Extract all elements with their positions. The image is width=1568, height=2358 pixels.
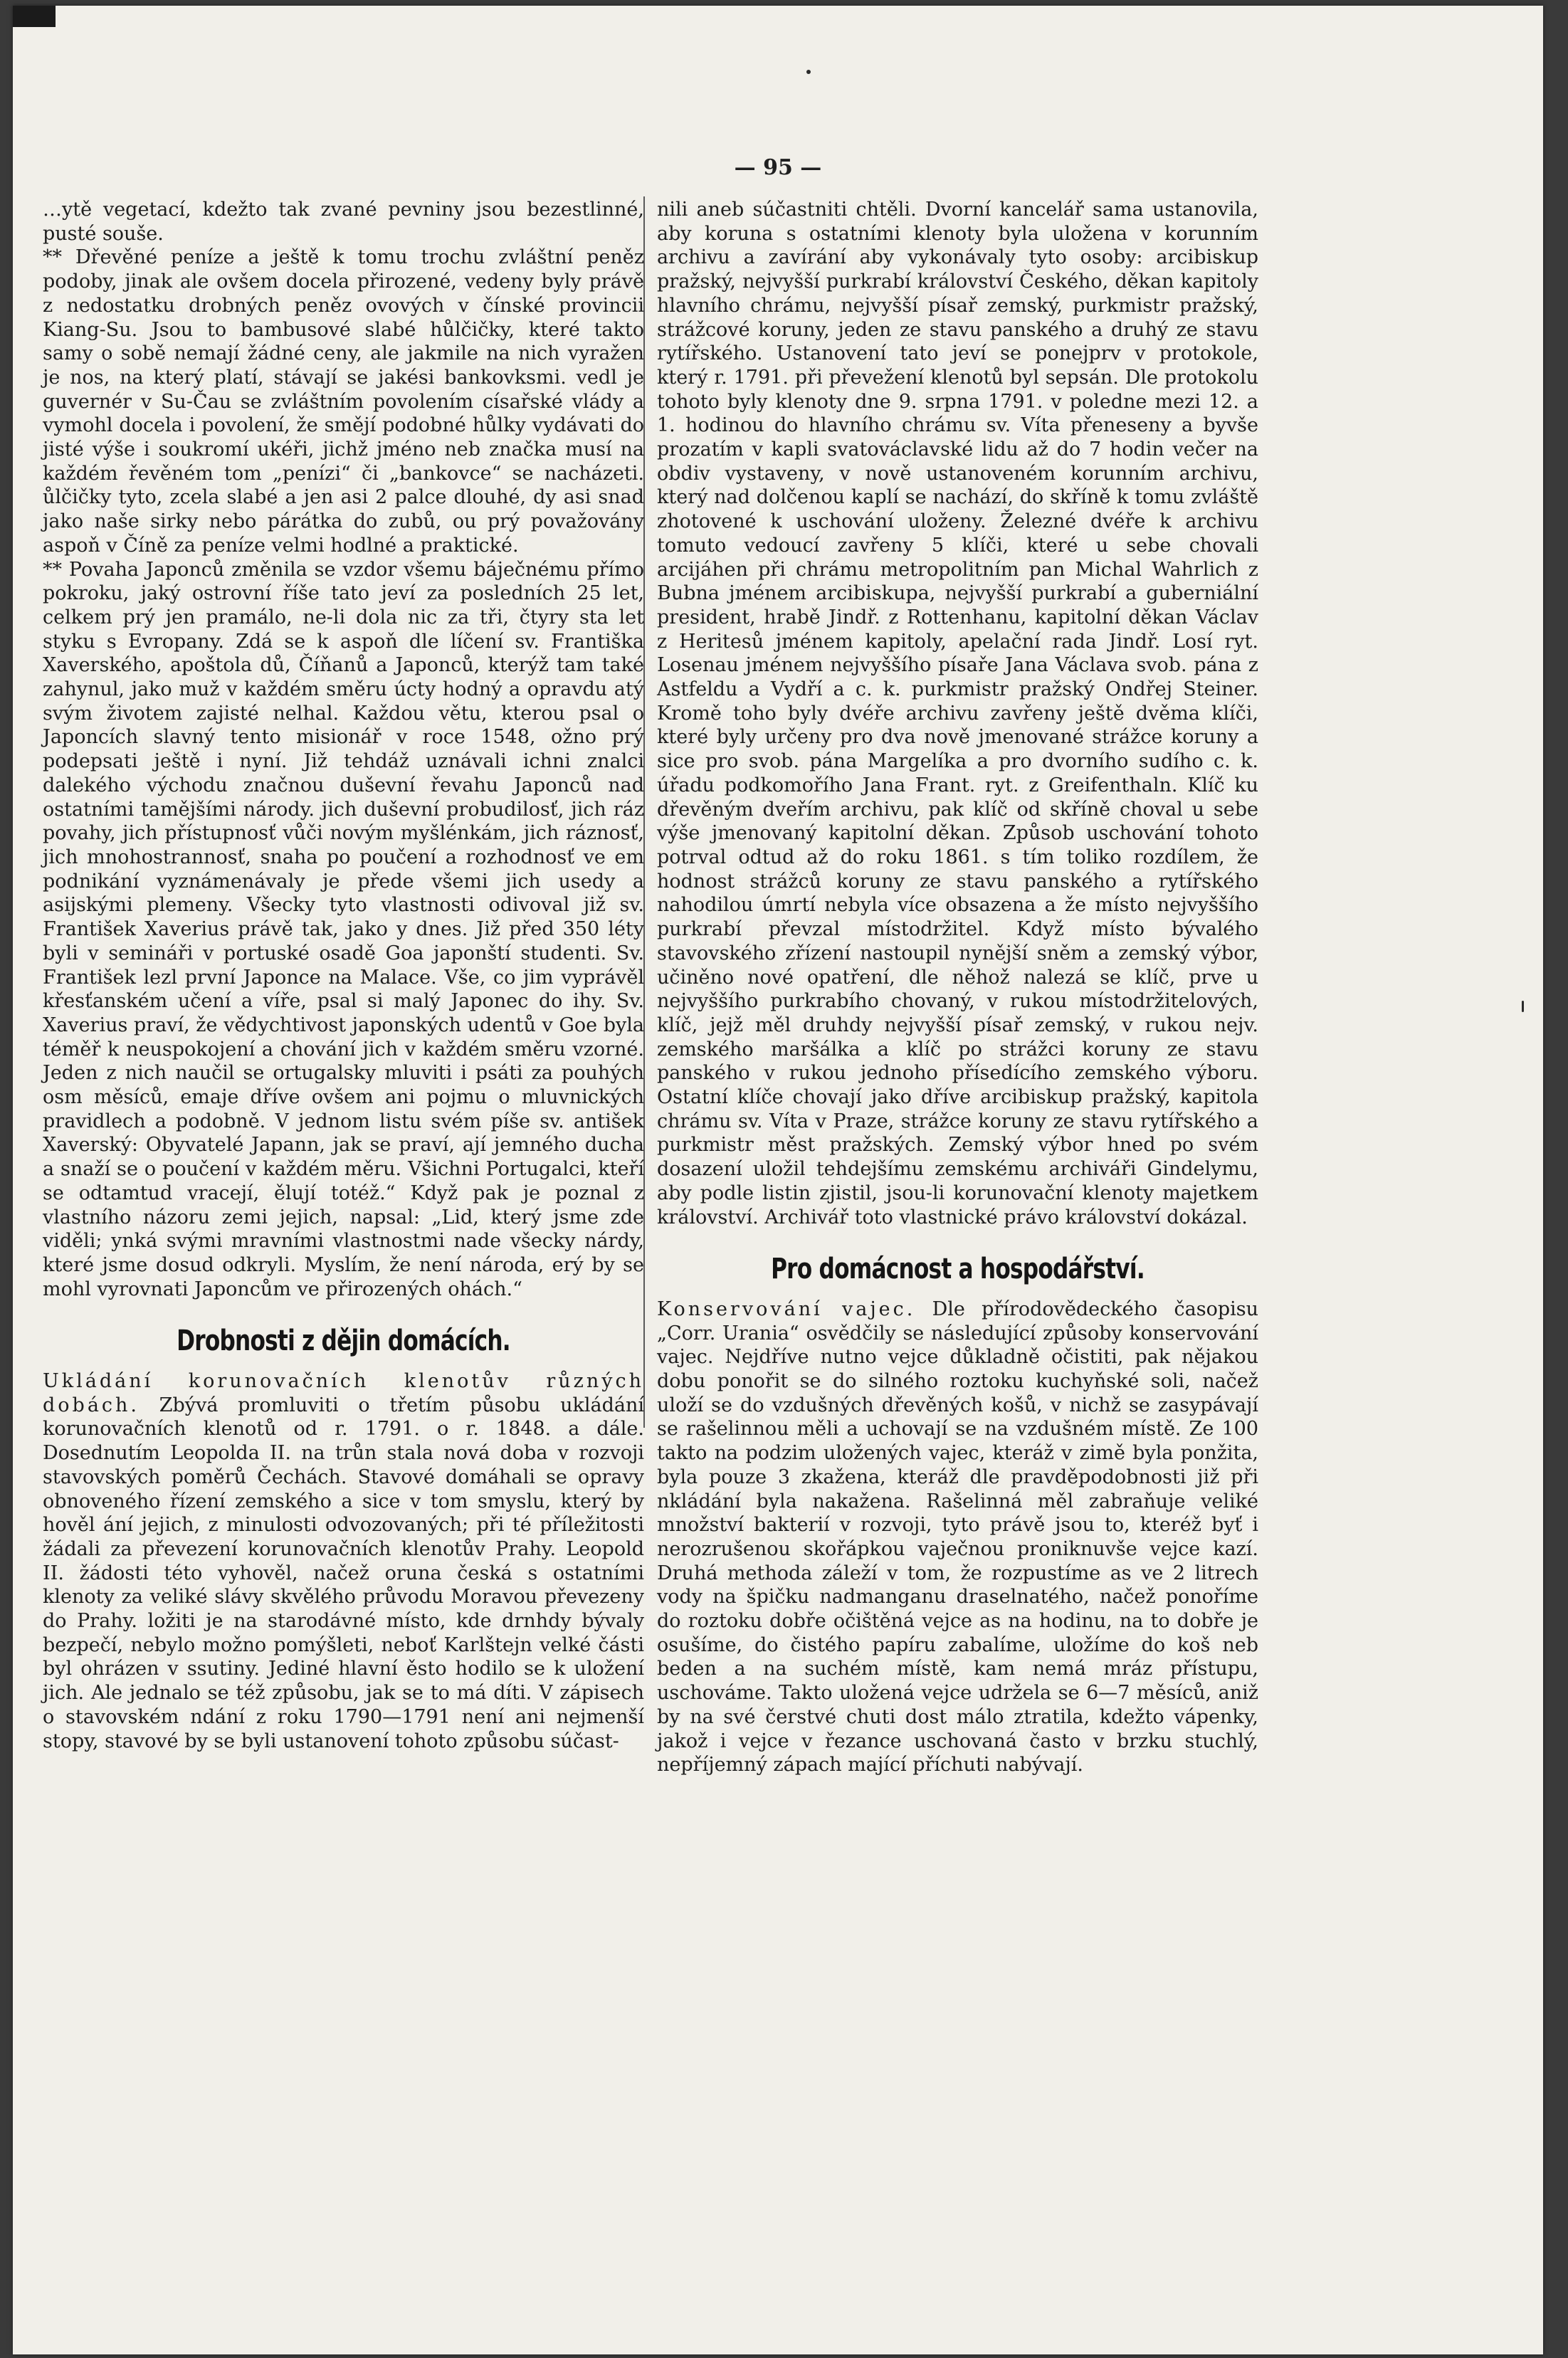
- left-paragraph-1: …ytě vegetací, kdežto tak zvané pevniny jsou bezestlinné, pusté souše.: [43, 199, 644, 245]
- section-heading-history: Drobnosti z dějin domácích.: [177, 1325, 510, 1358]
- article-body-eggs: Dle přírodovědeckého časopisu „Corr. Urania“ osvědčily se následující způsoby konservování vajec. Nejdříve nutno vejce důkladně očistiti, pak nějakou dobu ponořit se do silného roztoku kuchyňské soli, načež uloží se do vzdušných dřevěných košů, v nichž se zasypávají se rašelinnou měli a uchovají se na vzdušném místě. Ze 100 takto na podzim uložených vajec, kteráž v zimě byla ponžita, byla pouze 3 zkažena, kteráž dle pravděpodobnosti již při nkládání byla nakažena. Rašelinná měl zabraňuje veliké množství bakterií v rozvoji, tyto právě jsou to, kteréž byť i nerozrušenou skořápkou vaječnou proniknuvše vejce kazí. Druhá methoda záleží v tom, že rozpustíme as ve 2 litrech vody na špičku nadmanganu draselnatého, načež ponoříme do roztoku dobře očištěná vejce as na hodinu, na to dobře je osušíme, do čistého papíru zabalíme, uložíme do koš neb beden a na suchém místě, kam nemá mráz přístupu, uschováme. Takto uložená vejce udržela se 6—7 měsíců, aniž by na své čerstvé chuti dost málo ztratila, kdežto vápenky, jakož i vejce v řezance uschovaná často v brzku stuchlý, nepříjemný zápach mající příchuti nabývají.: [657, 1298, 1258, 1777]
- right-paragraph-1: nili aneb súčastniti chtěli. Dvorní kancelář sama ustanovila, aby koruna s ostatními klenoty byla uložena v korunním archivu a zavírání aby vykonávaly tyto osoby: arcibiskup pražský, nejvyšší purkrabí království Českého, děkan kapitoly hlavního chrámu, nejvyšší písař zemský, purkmistr pražský, strážcové koruny, jeden ze stavu panského a druhý ze stavu rytířského. Ustanovení tato jeví se ponejprv v protokole, který r. 1791. při převežení klenotů byl sepsán. Dle protokolu tohoto byly klenoty dne 9. srpna 1791. v poledne mezi 12. a 1. hodinou do hlavního chrámu sv. Víta přeneseny a byvše prozatím v kapli svatováclavské lidu až do 7 hodin večer na obdiv vystaveny, v nově ustanoveném korunním archivu, který nad dolčenou kaplí se nachází, do skříně k tomu zvláště zhotovené k uschování uloženy. Železné dvéře k archivu tomuto vedoucí zavřeny 5 klíči, které u sebe chovali arcijáhen při chrámu metropolitním pan Michal Wahrlich z Bubna jménem arcibiskupa, nejvyšší purkrabí a guberniální president, hrabě Jindř. z Rottenhanu, kapitolní děkan Václav z Heritesů jménem kapitoly, apelační rada Jindř. Losí ryt. Losenau jménem nejvyššího písaře Jana Václava svob. pána z Astfeldu a Vydří a c. k. purkmistr pražský Ondřej Steiner. Kromě toho byly dvéře archivu zavřeny ještě dvěma klíči, které byly určeny pro dva nově jmenované strážce koruny a sice pro svob. pána Margelíka a pro dvorního sudího c. k. úřadu podkomořího Jana Frant. ryt. z Greifenthaln. Klíč ku dřevěným dveřím archivu, pak klíč od skříně choval u sebe výše jmenovaný kapitolní děkan. Způsob uschování tohoto potrval odtud až do roku 1861. s tím toliko rozdílem, že hodnost strážců koruny ze stavu panského a rytířského nahodilou úmrtí nebyla více obsazena a že místo nejvyššího purkrabí převzal místodržitel. Když místo bývalého stavovského zřízení nastoupil nynější sněm a zemský výbor, učiněno nové opatření, dle něhož nalezá se klíč, prve u nejvyššího purkrabího chovaný, v rukou místodržitelových, klíč, jejž měl druhdy nejvyšší písař zemský, v rukou nejv. zemského maršálka a klíč po strážci koruny ze stavu panského v rukou jednoho přísedícího zemského výboru. Ostatní klíče chovají jako dříve arcibiskup pražský, kapitola chrámu sv. Víta v Praze, strážce koruny ze stavu rytířského a purkmistr měst pražských. Zemský výbor hned po svém dosazení uložil tehdejšímu zemskému archiváři Gindelymu, aby podle listin zjistil, jsou-li korunovační klenoty majetkem království. Archivář toto vlastnické právo království dokázal.: [657, 199, 1258, 1228]
- scan-edge-shadow: [13, 6, 56, 27]
- section-heading-household: Pro domácnost a hospodářství.: [771, 1253, 1145, 1286]
- page-number: — 95 —: [734, 155, 822, 180]
- left-column: [43, 198, 644, 1753]
- article-lead-eggs: Konservování vajec.: [657, 1298, 916, 1320]
- newspaper-page: [13, 6, 1543, 2354]
- ink-speck: [806, 70, 811, 74]
- article-lead-crown-jewels: Ukládání korunovačních klenotův různých dobách.: [43, 1370, 644, 1416]
- right-column: [657, 198, 1258, 1777]
- left-paragraph-3: ** Povaha Japonců změnila se vzdor všemu báječnému přímo pokroku, jaký ostrovní říše tato jeví za posledních 25 let, celkem prý jen pramálo, ne-li dola nic za tři, čtyry sta let styku s Evropany. Zdá se k aspoň dle líčení sv. Františka Xaverského, apoštola dů, Číňanů a Japonců, kterýž tam také zahynul, jako muž v každém směru úcty hodný a opravdu atý svým životem zajisté nelhal. Každou větu, kterou psal o Japoncích slavný tento misionář v roce 1548, ožno prý podepsati ještě i nyní. Již tehdáž uznávali ichni znalci dalekého východu značnou duševní řevahu Japonců nad ostatními tamějšími národy. jich duševní probudilosť, jich ráz povahy, jich přístupnosť vůči novým myšlénkám, jich ráznosť, jich mnohostrannosť, snaha po poučení a rozhodnosť ve em podnikání vyznámenávaly je přede všemi jich usedy a asijskými plemeny. Všecky tyto vlastnosti odivoval již sv. František Xaverius právě tak, jako y dnes. Již před 350 léty byli v semináři v portuské osadě Goa japonští studenti. Sv. František lezl první Japonce na Malace. Vše, co jim vyprávěl křesťanském učení a víře, psal si malý Japonec do ihy. Sv. Xaverius praví, že vědychtivost japonských udentů v Goe byla téměř k neuspokojení a chování jich v každém směru vzorné. Jeden z nich naučil se ortugalsky mluviti i psáti za pouhých osm měsíců, emaje dříve ovšem ani pojmu o mluvnických pravidlech a podobně. V jednom listu svém píše sv. antišek Xaverský: Obyvatelé Japann, jak se praví, ají jemného ducha a snaží se o poučení v každém měru. Všichni Portugalci, kteří se odtamtud vracejí, ělují totéž.“ Když pak je poznal z vlastního názoru zemi jejich, napsal: „Lid, který jsme zde viděli; ynká svými mravními vlastnostmi nade všecky nárdy, které jsme dosud odkryli. Myslím, že není národa, erý by se mohl vyrovnati Japoncům ve přirozených ohách.“: [43, 558, 644, 1300]
- article-body-crown-jewels: Zbývá promluviti o třetím působu ukládání korunovačních klenotů od r. 1791. o r. 1848. a dále. Dosednutím Leopolda II. na trůn stala nová doba v rozvoji stavovských poměrů Čechách. Stavové domáhali se opravy obnoveného řízení zemského a sice v tom smyslu, který by hověl ání jejich, z minulosti odvozovaných; při té příležitosti žádali za převezení korunovačních klenotův Prahy. Leopold II. žádosti této vyhověl, načež oruna česká s ostatními klenoty za veliké slávy skvělého průvodu Moravou převezeny do Prahy. ložiti je na starodávné místo, kde drnhdy bývaly bezpečí, nebylo možno pomýšleti, neboť Karlštejn velké části byl ohrázen v ssutiny. Jediné hlavní ěsto hodilo se k uložení jich. Ale jednalo se též způsobu, jak se to má díti. V zápisech o stavovském ndání z roku 1790—1791 není ani nejmenší stopy, stavové by se byli ustanovení tohoto způsobu súčast-: [43, 1394, 644, 1752]
- left-paragraph-2: ** Dřevěné peníze a ještě k tomu trochu zvláštní peněz podoby, jinak ale ovšem docela přirozené, vedeny byly právě z nedostatku drobných peněz ovových v čínské provincii Kiang-Su. Jsou to bambusové slabé hůlčičky, které takto samy o sobě nemají žádné ceny, ale jakmile na nich vyražen je nos, na který platí, stávají se jakési bankovksmi. vedl je guvernér v Su-Čau se zvláštním povolením císařské vlády a vymohl docela i povolení, že smějí podobné hůlky vydávati do jisté výše i soukromí ukéři, jichž jméno neb značka musí na každém řevěném tom „penízi“ či „bankovce“ se nacházeti. ůlčičky tyto, zcela slabé a jen asi 2 palce dlouhé, dy asi snad jako naše sirky nebo párátka do zubů, ou prý považovány aspoň v Číně za peníze velmi hodlné a praktické.: [43, 246, 644, 557]
- ink-speck: [1522, 1001, 1524, 1012]
